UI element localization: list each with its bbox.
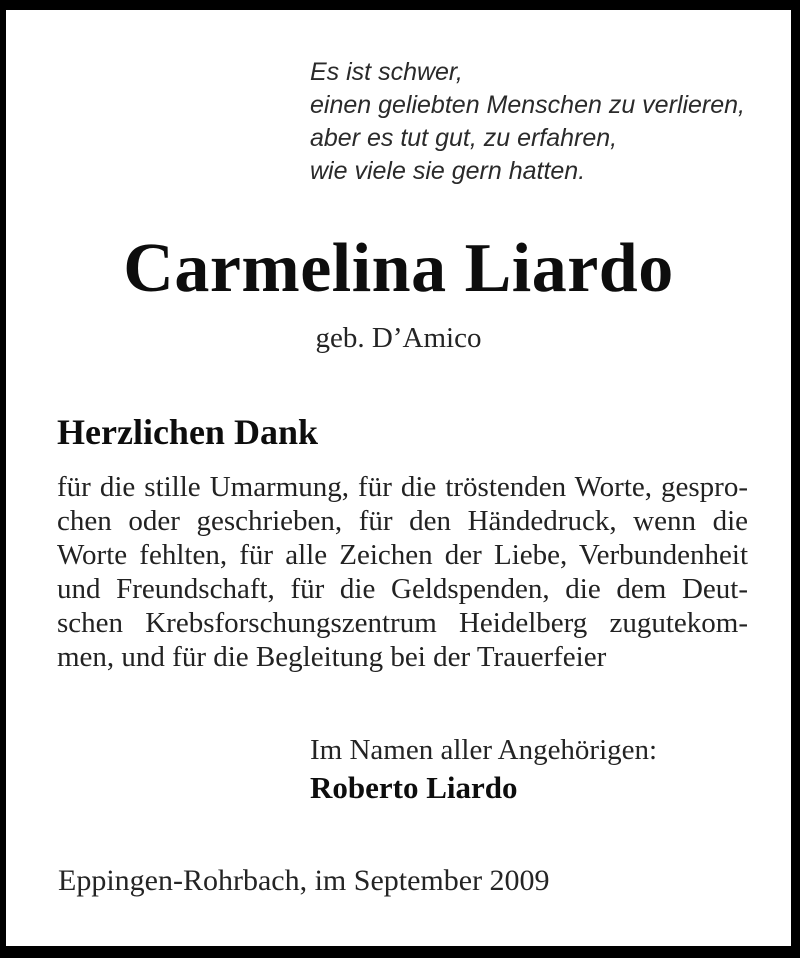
thanks-paragraph xyxy=(57,470,748,674)
verse-line-3: aber es tut gut, zu erfahren, xyxy=(310,124,618,152)
deceased-name: Carmelina Liardo xyxy=(123,230,674,307)
body-line-6: men, und für die Begleitung bei der Trauerfeier xyxy=(57,641,607,673)
body-line-2: chen oder geschrieben, für den Händedruck, wenn die xyxy=(57,505,748,537)
body-line-1: für die stille Umarmung, für die tröstenden Worte, gespro- xyxy=(57,471,748,503)
closing-block xyxy=(310,732,657,806)
signatory-name: Roberto Liardo xyxy=(310,770,518,805)
body-line-3: Worte fehlten, für alle Zeichen der Liebe, Verbundenheit xyxy=(57,539,748,571)
maiden-name: geb. D’Amico xyxy=(315,322,482,354)
verse-line-4: wie viele sie gern hatten. xyxy=(310,157,586,185)
body-line-4: und Freundschaft, für die Geldspenden, die dem Deut- xyxy=(57,573,748,605)
verse-line-2: einen geliebten Menschen zu verlieren, xyxy=(310,91,745,119)
verse-line-1: Es ist schwer, xyxy=(310,58,463,86)
thanks-heading: Herzlichen Dank xyxy=(57,412,318,452)
in-name-of-label: Im Namen aller Angehörigen: xyxy=(310,734,658,766)
opening-verse xyxy=(310,56,745,188)
place-date: Eppingen-Rohrbach, im September 2009 xyxy=(58,864,550,897)
body-line-5: schen Krebsforschungszentrum Heidelberg zugutekom- xyxy=(57,607,748,639)
